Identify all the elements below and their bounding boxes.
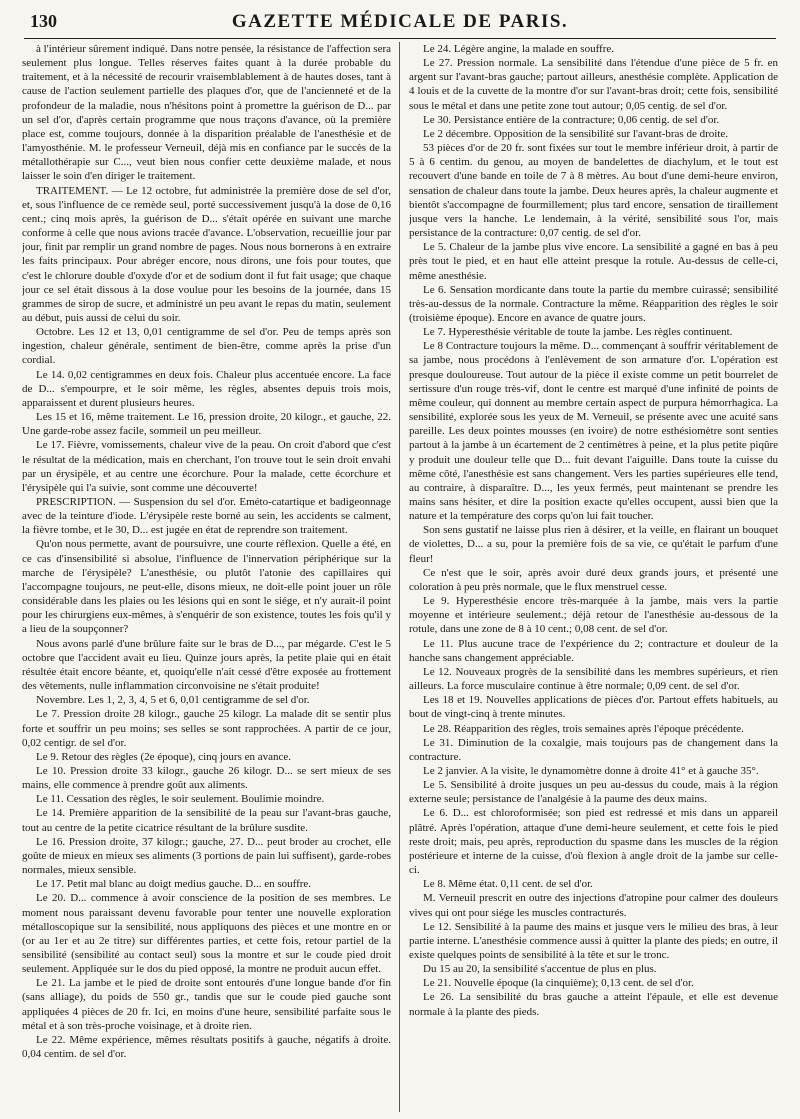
- paragraph: Le 26. La sensibilité du bras gauche a atteint l'épaule, et elle est devenue normale à la plante des pieds.: [409, 991, 778, 1018]
- paragraph: Octobre. Les 12 et 13, 0,01 centigramme de sel d'or. Peu de temps après son ingestion, chaleur générale, sentiment de bien-être, comme après la prise d'un cordial.: [22, 326, 391, 367]
- paragraph: Le 7. Pression droite 28 kilogr., gauche 25 kilogr. La malade dit se sentir plus forte et souffrir un peu moins; ses selles se sont rapprochées. A partir de ce jour, 0,02 centigr. de sel d'or.: [22, 708, 391, 749]
- paragraph: Le 7. Hyperesthésie véritable de toute la jambe. Les règles continuent.: [423, 326, 733, 339]
- paragraph: Le 21. Nouvelle époque (la cinquième); 0,13 cent. de sel d'or.: [423, 977, 694, 990]
- paragraph: Le 17. Fièvre, vomissements, chaleur vive de la peau. On croit d'abord que c'est le résultat de la médication, mais en cherchant, l'on trouve tout le sein droit envahi par un érysipèle, et au centre une écorchure. Pour la malade, cette écorchure et l'érysipèle qui l'a suivie, sont comme une découverte!: [22, 439, 391, 494]
- paragraph: Le 5. Sensibilité à droite jusques un peu au-dessus du coude, mais à la région externe seule; persistance de l'analgésie à la paume des deux mains.: [409, 779, 778, 806]
- page-header: [24, 8, 776, 39]
- paragraph: Le 2 janvier. A la visite, le dynamomètre donne à droite 41° et à gauche 35°.: [423, 764, 759, 777]
- paragraph: Du 15 au 20, la sensibilité s'accentue de plus en plus.: [423, 963, 657, 976]
- paragraph: Son sens gustatif ne laisse plus rien à désirer, et la veille, en flairant un bouquet de violettes, D... a su, pour la première fois de sa vie, ce qu'était le parfum d'une fleur!: [409, 524, 778, 565]
- paragraph: PRESCRIPTION. — Suspension du sel d'or. Eméto-catartique et badigeonnage avec de la teinture d'iode. L'érysipèle reste borné au sein, les accidents se calment, la fièvre tombe, et le 30, D... est jugée en état de reprendre son traitement.: [22, 496, 391, 537]
- paragraph: Le 17. Petit mal blanc au doigt medius gauche. D... en souffre.: [36, 878, 312, 891]
- paragraph: TRAITEMENT. — Le 12 octobre, fut administrée la première dose de sel d'or, et, sous l'influence de ce remède seul, porté successivement jusqu'à la dose de 0,16 cent.; cinq mois après, la guérison de D... s'était opérée en suivant une marche conforme à celle que nous avions tracée d'avance. L'observation, recueillie jour par jour, finit par remplir un grand nombre de pages. Nous nous bornerons à en extraire les faits principaux. Pour abréger encore, nous dirons, une fois pour toutes, que c'est le chlorure double d'oxyde d'or et de sodium dont il fut fait usage; que chaque jour ce sel était dissous à la dose voulue pour les besoins de la journée, dans 15 grammes de sirop de sucre, et administré un peu avant le repas du matin, seulement au début, puis aussi de celui du soir.: [22, 184, 391, 324]
- paragraph: Ce n'est que le soir, après avoir duré deux grands jours, et présenté une coloration à peu près normale, que le flux menstruel cesse.: [409, 566, 778, 593]
- paragraph: Le 14. Première apparition de la sensibilité de la peau sur l'avant-bras gauche, tout au centre de la petite cicatrice résultant de la brûlure susdite.: [22, 807, 391, 834]
- paragraph: Le 9. Hyperesthésie encore très-marquée à la jambe, mais vers la partie moyenne et intérieure seulement.; déjà retour de l'anesthésie au-dessous de la rotule, dans une zone de 8 à 10 cent.; 0,08 cent. de sel d'or.: [409, 595, 778, 636]
- paragraph: Le 2 décembre. Opposition de la sensibilité sur l'avant-bras de droite.: [423, 127, 729, 140]
- journal-title: GAZETTE MÉDICALE DE PARIS.: [231, 11, 569, 32]
- paragraph: Le 11. Cessation des règles, le soir seulement. Boulimie moindre.: [36, 793, 325, 806]
- paragraph: Le 6. Sensation mordicante dans toute la partie du membre cuirassé; sensibilité très-au-dessus de la normale. Contracture la même. Réapparition des règles le soir (troisième époque). Encore en avance de quatre jours.: [409, 283, 778, 324]
- paragraph: Le 10. Pression droite 33 kilogr., gauche 26 kilogr. D... se sert mieux de ses mains, elle commence à prendre goût aux aliments.: [22, 764, 391, 792]
- paragraph: 53 pièces d'or de 20 fr. sont fixées sur tout le membre inférieur droit, à partir de 5 à 6 centim. du genou, au moyen de bandelettes de diachylum, et le tout est recouvert d'une bande en toile de 7 à 8 mètres. Au bout d'une demi-heure environ, sensation de chaleur dans toute la jambe. Deux heures après, la chaleur augmente et bientôt s'accompagne de fourmillement; plus tard encore, sensation de tiraillement jusque vers la hanche. Le lendemain, à la vérité, sensibilité sous l'or, mais persistance de la contracture: 0,07 centig. de sel d'or.: [409, 142, 778, 240]
- column-divider: [399, 42, 400, 1112]
- paragraph: Le 16. Pression droite, 37 kilogr.; gauche, 27. D... peut broder au crochet, elle goûte de mieux en mieux ses aliments (3 portions de pain lui suffisent), garde-robes normales, mieux sensible.: [22, 835, 391, 877]
- paragraph: Le 20. D... commence à avoir conscience de la position de ses membres. Le moment nous paraissant devenu favorable pour tenter une nouvelle exploration métalloscopique sur la sensibilité, nous appliquons des pièces et une montre en or (or au 1er et au 2e titre) sur différentes parties, et cette fois, retour partiel de la sensibilité (sensibilité au contact seul) sous la montre et sur le coude pied droit seulement. Appliquée sur le dos du pied opposé, la montre ne produit aucun effet.: [22, 892, 391, 976]
- paragraph: Le 30. Persistance entière de la contracture; 0,06 centig. de sel d'or.: [423, 113, 720, 126]
- paragraph: Le 28. Réapparition des règles, trois semaines après l'époque précédente.: [423, 722, 744, 735]
- paragraph: Le 12. Nouveaux progrès de la sensibilité dans les membres supérieurs, et rien ailleurs. La force musculaire continue à être normale; 0,09 cent. de sel d'or.: [409, 665, 778, 693]
- paragraph: Le 11. Plus aucune trace de l'expérience du 2; contracture et douleur de la hanche sans changement appréciable.: [409, 637, 778, 664]
- right-column: [409, 42, 778, 1114]
- paragraph: M. Verneuil prescrit en outre des injections d'atropine pour calmer des douleurs vives qui ont pour siége les muscles contracturés.: [409, 892, 778, 919]
- paragraph: Novembre. Les 1, 2, 3, 4, 5 et 6, 0,01 centigramme de sel d'or.: [36, 694, 310, 707]
- paragraph: Le 6. D... est chloroformisée; son pied est redressé et mis dans un appareil plâtré. Après l'opération, attaque d'une demi-heure seulement, et cette fois le pied reste droit; mais, peu après, reproduction du spasme dans les muscles de la région postérieure et interne de la cuisse, d'où flexion à angle droit de la jambe sur celle-ci.: [409, 807, 778, 877]
- paragraph: Le 21. La jambe et le pied de droite sont entourés d'une longue bande d'or fin (sans alliage), du poids de 550 gr., tandis que sur le coude pied gauche sont appliquées 4 pièces de 20 fr. Ici, en moins d'une heure, sensibilité parfaite sous le métal et à son très-proche voisinage, et à droite rien.: [22, 977, 391, 1032]
- paragraph: Le 12. Sensibilité à la paume des mains et jusque vers le milieu des bras, à leur partie interne. L'anesthésie commence aussi à quitter la plante des pieds; en outre, il existe quelques points de sensibilité à la tête et sur le tronc.: [409, 920, 778, 961]
- paragraph: Le 5. Chaleur de la jambe plus vive encore. La sensibilité a gagné en bas à peu près tout le pied, et en haut elle atteint presque la rotule. Au-dessus de celle-ci, même anesthésie.: [409, 241, 778, 282]
- paragraph: Nous avons parlé d'une brûlure faite sur le bras de D..., par mégarde. C'est le 5 octobre que l'accident avait eu lieu. Quinze jours après, la petite plaie qui en était résultée était encore béante, et, quoiqu'elle n'ait cessé d'être exposée au frottement des vêtements, nulle inflammation circonvoisine ne s'était produite!: [22, 637, 391, 693]
- paragraph: Le 8. Même état. 0,11 cent. de sel d'or.: [423, 878, 593, 891]
- left-column: [22, 42, 391, 1114]
- paragraph: Le 22. Même expérience, mêmes résultats positifs à gauche, négatifs à droite. 0,04 centim. de sel d'or.: [22, 1033, 391, 1061]
- paragraph: à l'intérieur sûrement indiqué. Dans notre pensée, la résistance de l'affection sera seulement plus longue. Telles réserves faites quant à la durée probable du traitement, et à la nécessité de recourir vraisemblablement à de hautes doses, tant à cause de l'action seulement partielle des plaques d'or, que de l'ancienneté et de la profondeur de la maladie, nous n'hésitons point à promettre la guérison de D... par un sel d'or, d'après certain programme que nous traçons d'avance, où la première place est, comme toujours, donnée à la disparition préalable de l'anesthésie et de l'amyosthénie. M. le professeur Verneuil, déjà mis en confiance par le succès de la métallothérapie sur C..., veut bien nous confier cette deuxième malade, et nous laisser le soin d'en diriger le traitement.: [22, 43, 391, 183]
- paragraph: Les 18 et 19. Nouvelles applications de pièces d'or. Partout effets habituels, au bout de vingt-cinq à trente minutes.: [409, 694, 778, 721]
- paragraph: Le 14. 0,02 centigrammes en deux fois. Chaleur plus accentuée encore. La face de D... s'empourpre, et le soir même, les règles, absentes depuis trois mois, apparaissent et durent plusieurs heures.: [22, 368, 391, 409]
- paragraph: Le 31. Diminution de la coxalgie, mais toujours pas de changement dans la contracture.: [409, 736, 778, 763]
- paragraph: Le 9. Retour des règles (2e époque), cinq jours en avance.: [36, 750, 292, 763]
- paragraph: Le 8 Contracture toujours la même. D... commençant à souffrir véritablement de sa jambe, nous procédons à l'enlèvement de son armature d'or. L'opération est presque douloureuse. Tout autour de la pièce il existe comme un petit bourrelet de sertissure d'un rouge très-vif, dont le centre est marqué d'une infinité de points de même couleur, qui donnent au membre certain aspect de purpura hémorrhagica. La sensibilité, explorée sous les yeux de M. Verneuil, se présente avec une acuité sans pareille. Les deux pointes mousses (en ivoire) de notre esthésiomètre sont senties partout à la jambe à un écartement de 2 centimètres à peine, et la plus petite piqûre y produit une douleur telle que D... fuit devant l'aiguille. Dans toute la cuisse du même côté, l'anesthésie est sans changement. Vers les parties supérieures elle tend, au contraire, à disparaître. D..., les yeux fermés, peut maintenant se prendre les mains sans hésiter, et dire la position exacte qu'elles occupent, aussi bien que la nature et la température des corps qu'on lui fait toucher.: [409, 340, 778, 523]
- page-number: 130: [30, 11, 57, 31]
- paragraph: Le 24. Légère angine, la malade en souffre.: [423, 43, 614, 55]
- paragraph: Les 15 et 16, même traitement. Le 16, pression droite, 20 kilogr., et gauche, 22. Une garde-robe assez facile, sommeil un peu meilleur.: [22, 411, 391, 438]
- paragraph: Le 27. Pression normale. La sensibilité dans l'étendue d'une pièce de 5 fr. en argent sur l'avant-bras gauche; partout ailleurs, anesthésie complète. Application de 4 louis et de la cuvette de la montre d'or sur l'avant-bras droit; cette fois, sensibilité sous le métal et dans une petite zone tout autour; 0,05 centig. de sel d'or.: [409, 57, 778, 112]
- paragraph: Qu'on nous permette, avant de poursuivre, une courte réflexion. Quelle a été, en ce cas d'insensibilité si absolue, l'influence de l'innervation périphérique sur la marche de l'érysipèle? L'anesthésie, ou plutôt l'atonie des capillaires qui l'accompagne toujours, ne peut-elle, disons mieux, ne doit-elle point jouer un rôle considérable dans les plaies ou les lésions qui en sont le siége, et n'y aurait-il point pour les chirurgiens eux-mêmes, à s'enquérir de son existence, toutes les fois qu'il y a lieu de la soupçonner?: [22, 538, 391, 636]
